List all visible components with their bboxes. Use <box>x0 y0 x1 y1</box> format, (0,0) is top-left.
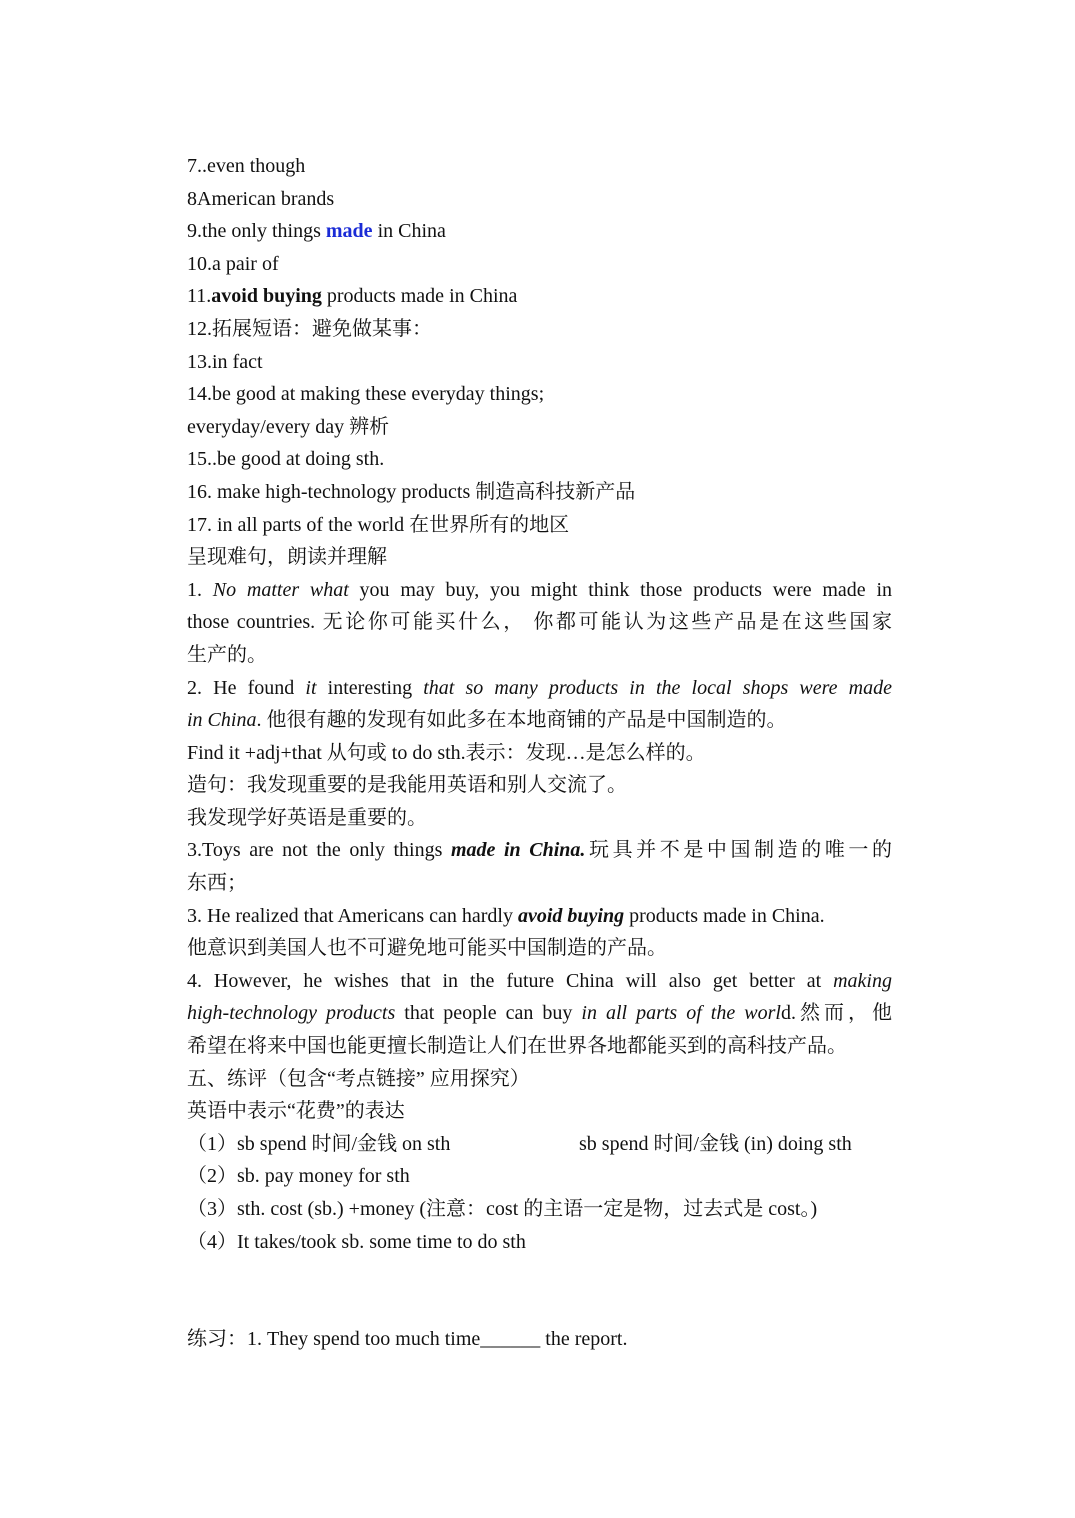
text: in China <box>372 220 446 243</box>
text: （3）sth. cost (sb.) +money (注意：cost 的主语一定是物，过去式是 cost。) <box>187 1198 818 1220</box>
subheading <box>187 1095 892 1128</box>
text: 1. <box>187 578 213 601</box>
text: 2. He found <box>187 676 306 699</box>
sentence-line <box>187 737 892 770</box>
phrase-line <box>187 411 892 444</box>
text: 造句：我发现重要的是我能用英语和别人交流了。 <box>187 774 627 797</box>
sentence-line <box>187 965 892 998</box>
text: d.然而，他 <box>780 1002 893 1025</box>
text: 15..be good at doing sth. <box>187 448 385 471</box>
text: 他意识到美国人也不可避免地可能买中国制造的产品。 <box>187 937 667 960</box>
text: 生产的。 <box>187 643 267 666</box>
phrase-line <box>187 476 892 509</box>
text: . 他很有趣的发现有如此多在本地商铺的产品是中国制造的。 <box>256 709 787 732</box>
text: you may buy, you might think those products were made in <box>348 578 893 601</box>
phrase-line <box>187 183 892 216</box>
phrase-line <box>187 313 892 346</box>
bold-italic-phrase: avoid buying <box>517 904 625 927</box>
text: 3.Toys are not the only things <box>187 839 451 862</box>
expression-line <box>187 1160 892 1193</box>
sentence-line <box>187 704 892 737</box>
phrase-line <box>187 248 892 281</box>
text: 英语中表示“花费”的表达 <box>187 1100 405 1123</box>
text: 我发现学好英语是重要的。 <box>187 806 427 829</box>
expression-line <box>187 1128 892 1161</box>
sentence-line <box>187 639 892 672</box>
text: 12.拓展短语：避免做某事： <box>187 317 432 340</box>
sentence-line <box>187 867 892 900</box>
expression-line <box>187 1226 892 1259</box>
bold-italic-phrase: made in China. <box>450 839 586 862</box>
text: 4. However, he wishes that in the future China will also get better at <box>187 969 834 992</box>
italic-phrase: making <box>833 969 892 992</box>
text: 13.in fact <box>187 350 263 373</box>
text: products made in China. <box>624 904 825 927</box>
text: （2）sb. pay money for sth <box>187 1165 410 1188</box>
sentence-line <box>187 606 892 639</box>
sentence-line <box>187 769 892 802</box>
sentence-line <box>187 574 892 607</box>
text: 7..even though <box>187 155 306 177</box>
italic-phrase: No matter what <box>212 578 349 601</box>
phrase-line <box>187 509 892 542</box>
section-heading <box>187 541 892 574</box>
text: 14.be good at making these everyday things; <box>187 383 545 406</box>
phrase-line <box>187 215 892 248</box>
text: 东西； <box>187 872 247 895</box>
phrase-line <box>187 346 892 379</box>
text: 17. in all parts of the world 在世界所有的地区 <box>187 513 570 536</box>
sentence-line <box>187 834 892 867</box>
bold-phrase: avoid buying <box>211 285 322 308</box>
text: （4）It takes/took sb. some time to do sth <box>187 1230 526 1253</box>
italic-phrase: that so many products in the local shops were made <box>423 676 892 699</box>
sentence-line <box>187 1030 892 1063</box>
document-body <box>187 150 892 1356</box>
text: sb spend 时间/金钱 (in) doing sth <box>579 1132 852 1155</box>
sentence-line <box>187 932 892 965</box>
text: 8American brands <box>187 187 335 210</box>
sentence-line <box>187 997 892 1030</box>
text: 16. make high-technology products 制造高科技新产品 <box>187 480 636 503</box>
phrase-line <box>187 443 892 476</box>
italic-phrase: in all parts of the worl <box>581 1002 781 1025</box>
phrase-line <box>187 280 892 313</box>
text: 3. He realized that Americans can hardly <box>187 904 518 927</box>
sentence-line <box>187 900 892 933</box>
text: that people can buy <box>395 1002 582 1025</box>
text: Find it +adj+that 从句或 to do sth.表示：发现…是怎么样的。 <box>187 741 706 764</box>
sentence-line <box>187 802 892 835</box>
text: interesting <box>316 676 424 699</box>
italic-phrase: it <box>305 676 317 699</box>
text: 9.the only things <box>187 220 326 243</box>
text: 11. <box>187 285 212 308</box>
sentence-line <box>187 672 892 705</box>
exercise-line <box>187 1323 892 1356</box>
text: everyday/every day 辨析 <box>187 415 390 438</box>
text: 玩具并不是中国制造的唯一的 <box>585 839 892 862</box>
text: （1）sb spend 时间/金钱 on sth <box>187 1132 451 1155</box>
italic-phrase: in China <box>187 709 257 732</box>
section-heading <box>187 1063 892 1096</box>
text: products made in China <box>321 285 518 308</box>
text: 希望在将来中国也能更擅长制造让人们在世界各地都能买到的高科技产品。 <box>187 1035 847 1058</box>
expression-line <box>187 1193 892 1226</box>
phrase-line <box>187 378 892 411</box>
text: 呈现难句，朗读并理解 <box>187 546 387 569</box>
text: 五、练评（包含“考点链接” 应用探究） <box>187 1067 530 1090</box>
text: 练习：1. They spend too much time______ the report. <box>187 1328 628 1351</box>
text: those countries. 无论你可能买什么， 你都可能认为这些产品是在这些国家 <box>187 611 892 634</box>
italic-phrase: high-technology products <box>187 1002 396 1025</box>
highlight-word: made <box>325 220 373 243</box>
text: 10.a pair of <box>187 252 279 275</box>
phrase-line <box>187 150 892 183</box>
